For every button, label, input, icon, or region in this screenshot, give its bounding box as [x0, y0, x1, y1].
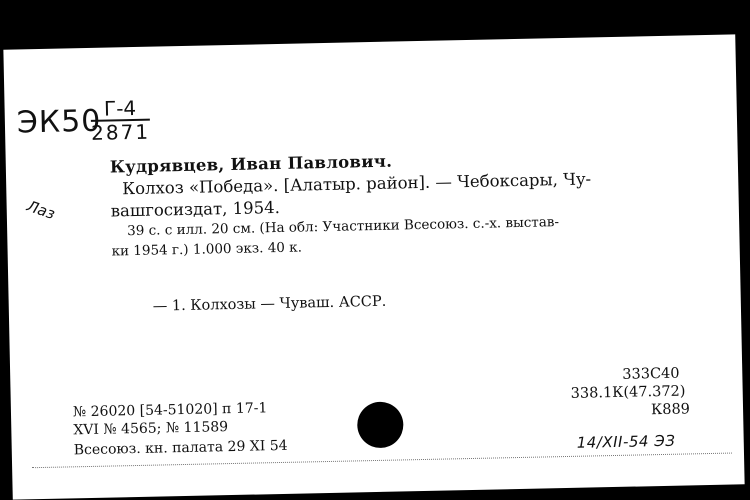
collation-line-1: 39 с. с илл. 20 см. (На обл: Участники Всесоюз. с.-х. выстав-	[127, 214, 560, 240]
registration-line-3: Всесоюз. кн. палата 29 XI 54	[73, 437, 288, 459]
title-line-1: Колхоз «Победа». [Алатыр. район]. — Чебоксары, Чу-	[122, 169, 592, 199]
title-line-2: вашгосиздат, 1954.	[110, 197, 281, 221]
collation-line-2: ки 1954 г.) 1.000 экз. 40 к.	[111, 239, 303, 260]
author-mark: К889	[650, 401, 691, 419]
handwritten-date: 14/XII-54 ЭЗ	[576, 431, 676, 452]
shelf-fraction-bottom: 2871	[90, 119, 151, 145]
registration-line-2: XVI № 4565; № 11589	[73, 419, 229, 439]
handwritten-note: Лаз	[24, 196, 58, 224]
author-heading: Кудрявцев, Иван Павлович.	[109, 151, 393, 177]
shelf-mark: ЭК50	[16, 103, 102, 141]
catalog-card	[3, 34, 744, 499]
shelf-fraction-top: Г-4	[90, 97, 149, 122]
shelf-fraction	[90, 97, 150, 144]
registration-line-1: № 26020 [54-51020] п 17-1	[72, 400, 268, 421]
subject-tracing: — 1. Колхозы — Чуваш. АССР.	[152, 293, 387, 315]
bbk-number: 338.1К(47.372)	[570, 383, 686, 402]
class-number: 333С40	[622, 365, 680, 383]
punch-hole	[357, 401, 404, 448]
